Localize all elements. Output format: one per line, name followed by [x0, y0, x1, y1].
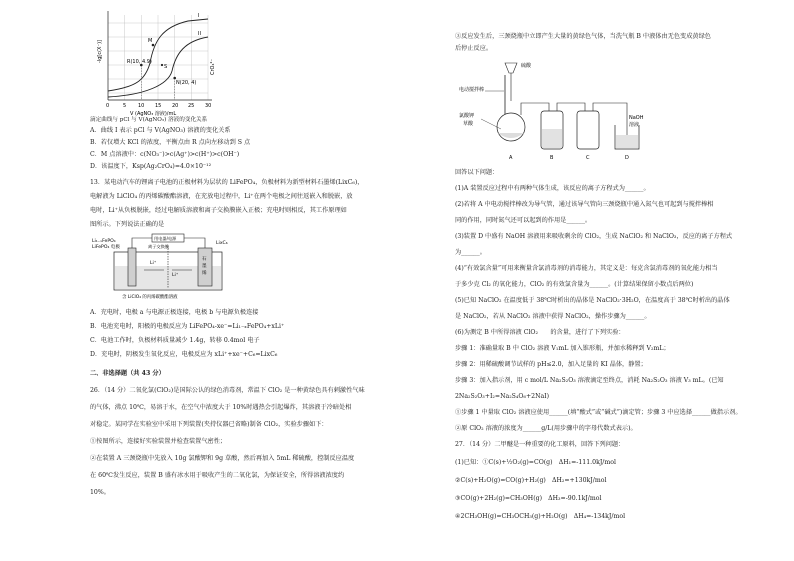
q12-option: D．该温度下，Ksp(Ag₂CrO₄)=4.0×10⁻¹²	[90, 163, 212, 170]
question-line: 2Na₂S₂O₃+I₂=Na₂S₄O₆+2NaI)	[455, 393, 550, 400]
point-n	[173, 77, 176, 80]
question-line: 步骤 3：加入指示剂，用 c mol/L Na₂S₂O₃ 溶液滴定至终点，消耗 Na₂S₂O₃ 溶液 V₃ mL。(已知	[455, 377, 724, 384]
device-label: 用电器/电源	[154, 236, 177, 241]
acid-label: 硫酸	[521, 63, 532, 69]
bottle-c	[577, 111, 599, 149]
x-tick: 0	[106, 103, 110, 109]
q12-option: C．M 点溶液中：c(NO₃⁻)>c(Ag⁺)>c(H⁺)>c(OH⁻)	[90, 151, 240, 158]
q13-stem: 图所示。下列说法正确的是	[90, 221, 165, 228]
graphene-char: 烯	[202, 271, 207, 276]
naoh-label: NaOH	[629, 115, 644, 121]
ion-label: Li⁺	[172, 273, 179, 278]
q13-option: C．电池工作时，负极材料质量减少 1.4g，转移 0.4mol 电子	[90, 337, 260, 344]
right-label: LixC₆	[216, 241, 228, 246]
q13-stem: 13．某电动汽车的锂离子电池的正极材料为层状的 LiFePO₄，负极材料为新型材料石墨烯(LixC₆)，	[90, 179, 364, 186]
question-line: 步骤 2：用稀硫酸调节试样的 pH≤2.0，加入足量的 KI 晶体，静置；	[455, 361, 647, 368]
tag-b: B	[550, 155, 554, 161]
tag-c: C	[586, 155, 590, 161]
q13-option: D．充电时，阴极发生氧化反应，电极反应为 xLi⁺+xe⁻+C₆=LixC₆	[90, 351, 278, 358]
question-line: (3)装置 D 中盛有 NaOH 溶液用来吸收剩余的 ClO₂，生成 NaClO₂ 和 NaClO₃，反应的离子方程式	[455, 233, 733, 240]
q26-text: 在 60℃发生反应，装置 B 盛有冰水用于吸收产生的二氧化氯，为保证安全，所得溶液浓度约	[90, 472, 345, 479]
tag-a: A	[509, 155, 513, 161]
graphene-char: 石	[202, 257, 207, 262]
q26-text: 10%。	[90, 489, 110, 496]
solution-label: 溶液	[629, 122, 640, 128]
kclo3-label: 氯酸钾	[459, 113, 475, 119]
question-line: (5)已知 NaClO₂ 在温度低于 38℃时析出的晶体是 NaClO₂·3H₂O，在温度高于 38℃时析出的晶体	[455, 297, 730, 304]
x-tick: 15	[155, 103, 162, 109]
q27-reaction: (1)已知：①C(s)+½O₂(g)=CO(g) ΔH₁=-111.0kJ/mol	[455, 459, 616, 466]
left-electrode-label: Li₁₋ₓFePO₄	[92, 239, 116, 244]
q27-reaction: ②C(s)+H₂O(g)=CO(g)+H₂(g) ΔH₂=+130kJ/mol	[455, 477, 607, 484]
point-label: N(20, 4)	[176, 80, 197, 86]
y-axis-label: -lg[c(X⁻)]	[97, 40, 103, 63]
q13-option: A．充电时，电极 a 与电源正极连接，电极 b 与电源负极连接	[90, 309, 259, 316]
point-s	[161, 64, 163, 66]
right-column	[397, 0, 794, 561]
curve-label: II	[198, 31, 201, 37]
step3-text: 后停止反应。	[455, 45, 493, 52]
apparatus-diagram	[457, 55, 657, 163]
question-line: ①步骤 1 中量取 ClO₂ 溶液应使用______(填“酸式”或“碱式”)滴定管；步骤 3 中应选择______做指示剂。	[455, 409, 742, 416]
question-line: (2)若将 A 中电动搅拌棒改为导气管，通过该导气管向三颈烧瓶中通入氮气也可起到与搅拌棒相	[455, 201, 714, 208]
q12-option: A．曲线 I 表示 pCl 与 V(AgNO₃) 溶液的变化关系	[90, 127, 231, 134]
point-m	[152, 44, 155, 47]
graph-grid	[108, 15, 208, 100]
q26-text: ①按图所示，连接好实验装置并检查装置气密性；	[90, 438, 227, 445]
question-line: ②原 ClO₂ 溶液的浓度为______g/L(用步骤中的字母代数式表示)。	[455, 425, 637, 432]
left-electrode-label: LiFePO₄ 电极	[92, 245, 120, 250]
q12-option: B．若仅增大 KCl 的浓度，平衡点由 R 点向左移动到 S 点	[90, 139, 251, 146]
question-line: (4)“有效氯含量”可用来衡量含氯消毒剂的消毒能力，其定义是：每克含氯消毒剂的氧化能力相当	[455, 265, 718, 272]
q13-stem: 电解液为 LiClO₄ 的丙烯碳酸酯溶液，在充放电过程中，Li⁺在两个电极之间往返嵌入和脱嵌，放	[90, 193, 353, 200]
titration-graph	[90, 5, 220, 117]
x-tick: 10	[138, 103, 145, 109]
battery-diagram	[92, 232, 242, 302]
curve-label: I	[198, 13, 200, 19]
tag-d: D	[625, 155, 629, 161]
x-tick: 20	[172, 103, 179, 109]
q26-text: 的气体，沸点 10℃，易溶于水，在空气中浓度大于 10%时遇热会引起爆炸，其溶液于冷暗处相	[90, 404, 352, 411]
x-axis-label: V (AgNO₃ 溶液)/mL	[130, 111, 177, 117]
y2-axis-label: CrO₄²⁻	[210, 58, 216, 75]
ion-label: Li⁺	[150, 261, 157, 266]
stirrer-label: 电动搅拌棒	[459, 87, 485, 93]
point-label: R(10, 4.9)	[127, 59, 152, 65]
answer-intro: 回答以下问题：	[455, 169, 499, 176]
x-tick: 25	[188, 103, 195, 109]
q13-option: B．电池充电时，阳极的电极反应为 LiFePO₄-xe⁻=Li₁₋ₓFePO₄+xLi⁺	[90, 323, 285, 330]
point-label: M	[148, 38, 153, 44]
q27-reaction: ③CO(g)+2H₂(g)=CH₃OH(g) ΔH₃=-90.1kJ/mol	[455, 495, 602, 502]
section-title: 二、非选择题（共 43 分）	[90, 370, 165, 377]
q13-stem: 电时，Li⁺从负极脱嵌，经过电解质溶液和离子交换膜嵌入正极；充电时则相反，其工作原理如	[90, 207, 347, 214]
question-line: 步骤 1：准确量取 B 中 ClO₂ 溶液 V₁mL 加入锥形瓶，并加水稀释到 V₂mL；	[455, 345, 670, 352]
q27-title: 27．（14 分）二甲醚是一种重要的化工原料，回答下列问题：	[455, 441, 625, 448]
q27-reaction: ④2CH₃OH(g)=CH₃OCH₃(g)+H₂O(g) ΔH₄=-134kJ/mol	[455, 513, 626, 520]
q26-text: 对稳定。某同学在实验室中采用下列装置(夹持仪器已省略)制备 ClO₂，实验步骤如下：	[90, 421, 328, 428]
q26-text: 26．（14 分）二氧化氯(ClO₂)是国际公认的绿色消毒剂，常温下 ClO₂ 是一种黄绿色具有刺激性气味	[90, 387, 365, 394]
dropping-funnel	[505, 63, 517, 73]
battery-caption: 含 LiClO₄ 的丙烯碳酸酯溶液	[122, 295, 178, 300]
membrane-label: 离子交换膜	[148, 244, 169, 249]
oxalic-label: 草酸	[463, 121, 474, 127]
q26-text: ②在装置 A 三颈烧瓶中先放入 10g 氯酸钾和 9g 草酸，然后再加入 5mL 稀硫酸，控制反应温度	[90, 455, 355, 462]
question-line: (6)为测定 B 中所得溶液 ClO₂ 的含量，进行了下列实验：	[455, 329, 625, 336]
graphene-char: 墨	[202, 264, 207, 269]
x-tick: 30	[205, 103, 212, 109]
point-label: S	[164, 64, 168, 70]
q12-caption: 滴定曲线与 pCl 与 V(AgNO₃) 溶液的变化关系	[90, 117, 208, 123]
question-line: 于多少克 Cl₂ 的氧化能力，ClO₂ 的有效氯含量为______。(计算结果保留小数点后两位)	[455, 281, 694, 288]
question-line: 同的作用，同时氮气还可以起到的作用是______。	[455, 217, 592, 224]
step3-text: ③反应发生后，三颈烧瓶中立即产生大量的黄绿色气体，当洗气瓶 B 中液体由无色变成黄绿色	[455, 33, 711, 40]
question-line: (1)A 装置反应过程中有两种气体生成，该反应的离子方程式为______。	[455, 185, 650, 192]
x-tick: 5	[123, 103, 127, 109]
question-line: 是 NaClO₂，若从 NaClO₂ 溶液中获得 NaClO₂，操作步骤为______。	[455, 313, 651, 320]
electrode-a	[128, 248, 136, 286]
question-line: 为______。	[455, 249, 486, 256]
